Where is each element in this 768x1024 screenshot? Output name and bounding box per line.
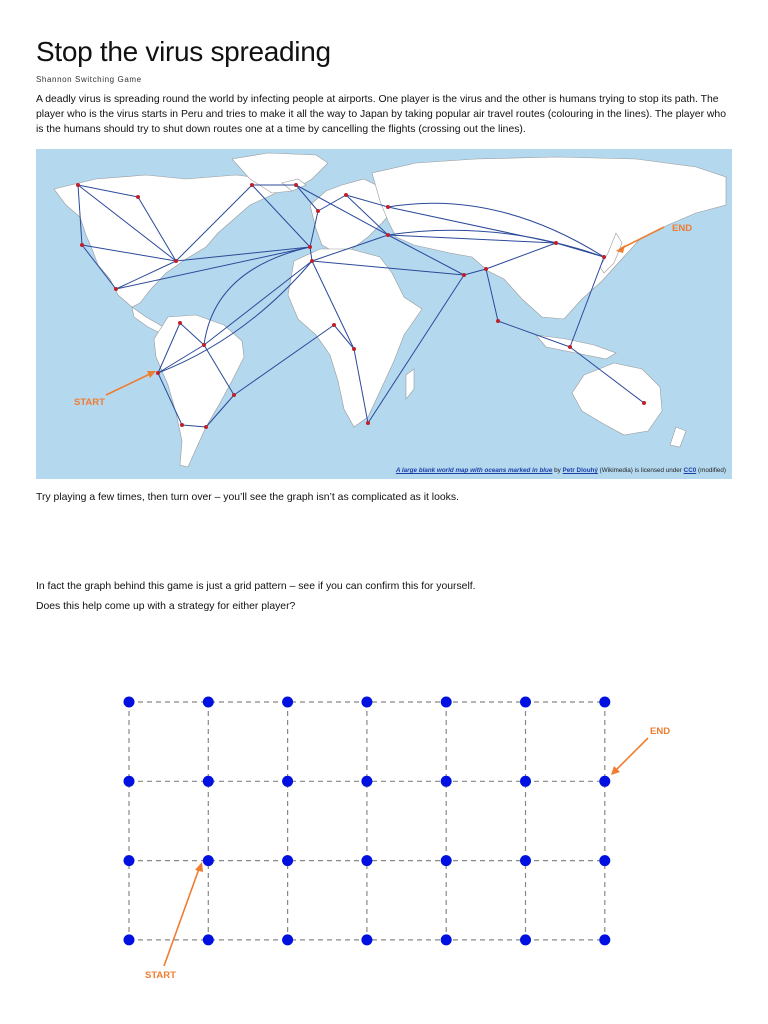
strategy-paragraph: Does this help come up with a strategy for either player? bbox=[36, 601, 296, 612]
grid-node bbox=[441, 776, 452, 787]
grid-node bbox=[361, 697, 372, 708]
map-credit bbox=[396, 467, 726, 474]
page-subtitle: Shannon Switching Game bbox=[36, 75, 142, 84]
airport-dot bbox=[76, 183, 80, 187]
airport-dot bbox=[386, 233, 390, 237]
australia bbox=[572, 363, 662, 435]
airport-dot bbox=[310, 259, 314, 263]
grid-start-marker bbox=[145, 862, 203, 981]
airport-dot bbox=[554, 241, 558, 245]
airport-dot bbox=[352, 347, 356, 351]
world-map bbox=[36, 149, 732, 479]
grid-node bbox=[203, 934, 214, 945]
new-zealand bbox=[670, 427, 686, 447]
grid-end-marker bbox=[611, 726, 670, 775]
continents bbox=[54, 153, 726, 467]
map-credit-link[interactable]: A large blank world map with oceans marked in blue bbox=[395, 467, 553, 474]
map-credit-license[interactable]: CC0 bbox=[683, 467, 697, 474]
airport-dot bbox=[386, 205, 390, 209]
airport-dot bbox=[114, 287, 118, 291]
credit-source: (Wikimedia) is licensed under bbox=[597, 467, 684, 474]
grid-start-label: START bbox=[145, 970, 176, 981]
airport-dot bbox=[136, 195, 140, 199]
grid-node bbox=[282, 776, 293, 787]
airport-dot bbox=[294, 183, 298, 187]
grid-node bbox=[124, 855, 135, 866]
grid-node bbox=[203, 697, 214, 708]
airport-dot bbox=[602, 255, 606, 259]
grid-node bbox=[599, 697, 610, 708]
grid-node bbox=[441, 855, 452, 866]
airport-dot bbox=[366, 421, 370, 425]
world-map-drawing bbox=[36, 149, 732, 479]
grid-node bbox=[203, 855, 214, 866]
page-title: Stop the virus spreading bbox=[36, 36, 331, 67]
madagascar bbox=[406, 369, 414, 399]
grid-node bbox=[203, 776, 214, 787]
grid-node bbox=[520, 697, 531, 708]
grid-node bbox=[520, 855, 531, 866]
airport-dot bbox=[180, 423, 184, 427]
airport-dot bbox=[316, 209, 320, 213]
grid-node bbox=[361, 855, 372, 866]
asia bbox=[372, 157, 726, 319]
grid-node bbox=[361, 776, 372, 787]
grid-end-label: END bbox=[650, 726, 671, 737]
airport-dot bbox=[80, 243, 84, 247]
airport-dot bbox=[484, 267, 488, 271]
airport-dot bbox=[308, 245, 312, 249]
grid-diagram bbox=[0, 640, 768, 1000]
credit-by: by bbox=[552, 467, 563, 474]
airport-dot bbox=[204, 425, 208, 429]
route-line bbox=[498, 321, 570, 347]
grid-node bbox=[282, 934, 293, 945]
route-line bbox=[296, 185, 318, 211]
intro-paragraph: A deadly virus is spreading round the world by infecting people at airports. One player is the virus and the other is humans trying to stop its path. The player who is the virus starts in Peru and tries to make it all the way to Japan by taking popular air travel routes (colouring in the lines). The player who is the humans should try to shut down routes one at a time by cancelling the flights (crossing out the lines). bbox=[36, 94, 726, 135]
grid-node bbox=[124, 934, 135, 945]
grid-node bbox=[599, 934, 610, 945]
africa bbox=[288, 249, 422, 427]
credit-note: (modified) bbox=[696, 467, 726, 474]
airport-dot bbox=[156, 371, 160, 375]
grid-node bbox=[599, 776, 610, 787]
route-line bbox=[234, 325, 334, 395]
grid-node bbox=[599, 855, 610, 866]
grid-node bbox=[520, 934, 531, 945]
grid-node bbox=[124, 776, 135, 787]
grid-node bbox=[124, 697, 135, 708]
airport-dot bbox=[174, 259, 178, 263]
airport-dot bbox=[642, 401, 646, 405]
grid-lines bbox=[129, 702, 605, 940]
grid-node bbox=[441, 697, 452, 708]
map-end-label: END bbox=[672, 223, 693, 234]
route-line bbox=[486, 269, 498, 321]
airport-dot bbox=[462, 273, 466, 277]
airport-dot bbox=[250, 183, 254, 187]
south-america bbox=[154, 315, 244, 467]
try-paragraph: Try playing a few times, then turn over – you’ll see the graph isn’t as complicated as it looks. bbox=[36, 492, 459, 503]
grid-node bbox=[361, 934, 372, 945]
airport-dot bbox=[568, 345, 572, 349]
airport-dot bbox=[232, 393, 236, 397]
airport-dot bbox=[178, 321, 182, 325]
airport-dot bbox=[332, 323, 336, 327]
route-line bbox=[464, 269, 486, 275]
airport-dot bbox=[344, 193, 348, 197]
map-start-label: START bbox=[74, 397, 105, 408]
map-start-marker bbox=[74, 371, 156, 408]
grid-paragraph: In fact the graph behind this game is just a grid pattern – see if you can confirm this for yourself. bbox=[36, 581, 476, 592]
map-credit-author[interactable]: Petr Dlouhý bbox=[562, 467, 598, 474]
grid-node bbox=[441, 934, 452, 945]
route-line bbox=[252, 185, 310, 247]
grid-node bbox=[282, 697, 293, 708]
airport-dot bbox=[496, 319, 500, 323]
grid-node bbox=[520, 776, 531, 787]
grid-node bbox=[282, 855, 293, 866]
airport-dot bbox=[202, 343, 206, 347]
